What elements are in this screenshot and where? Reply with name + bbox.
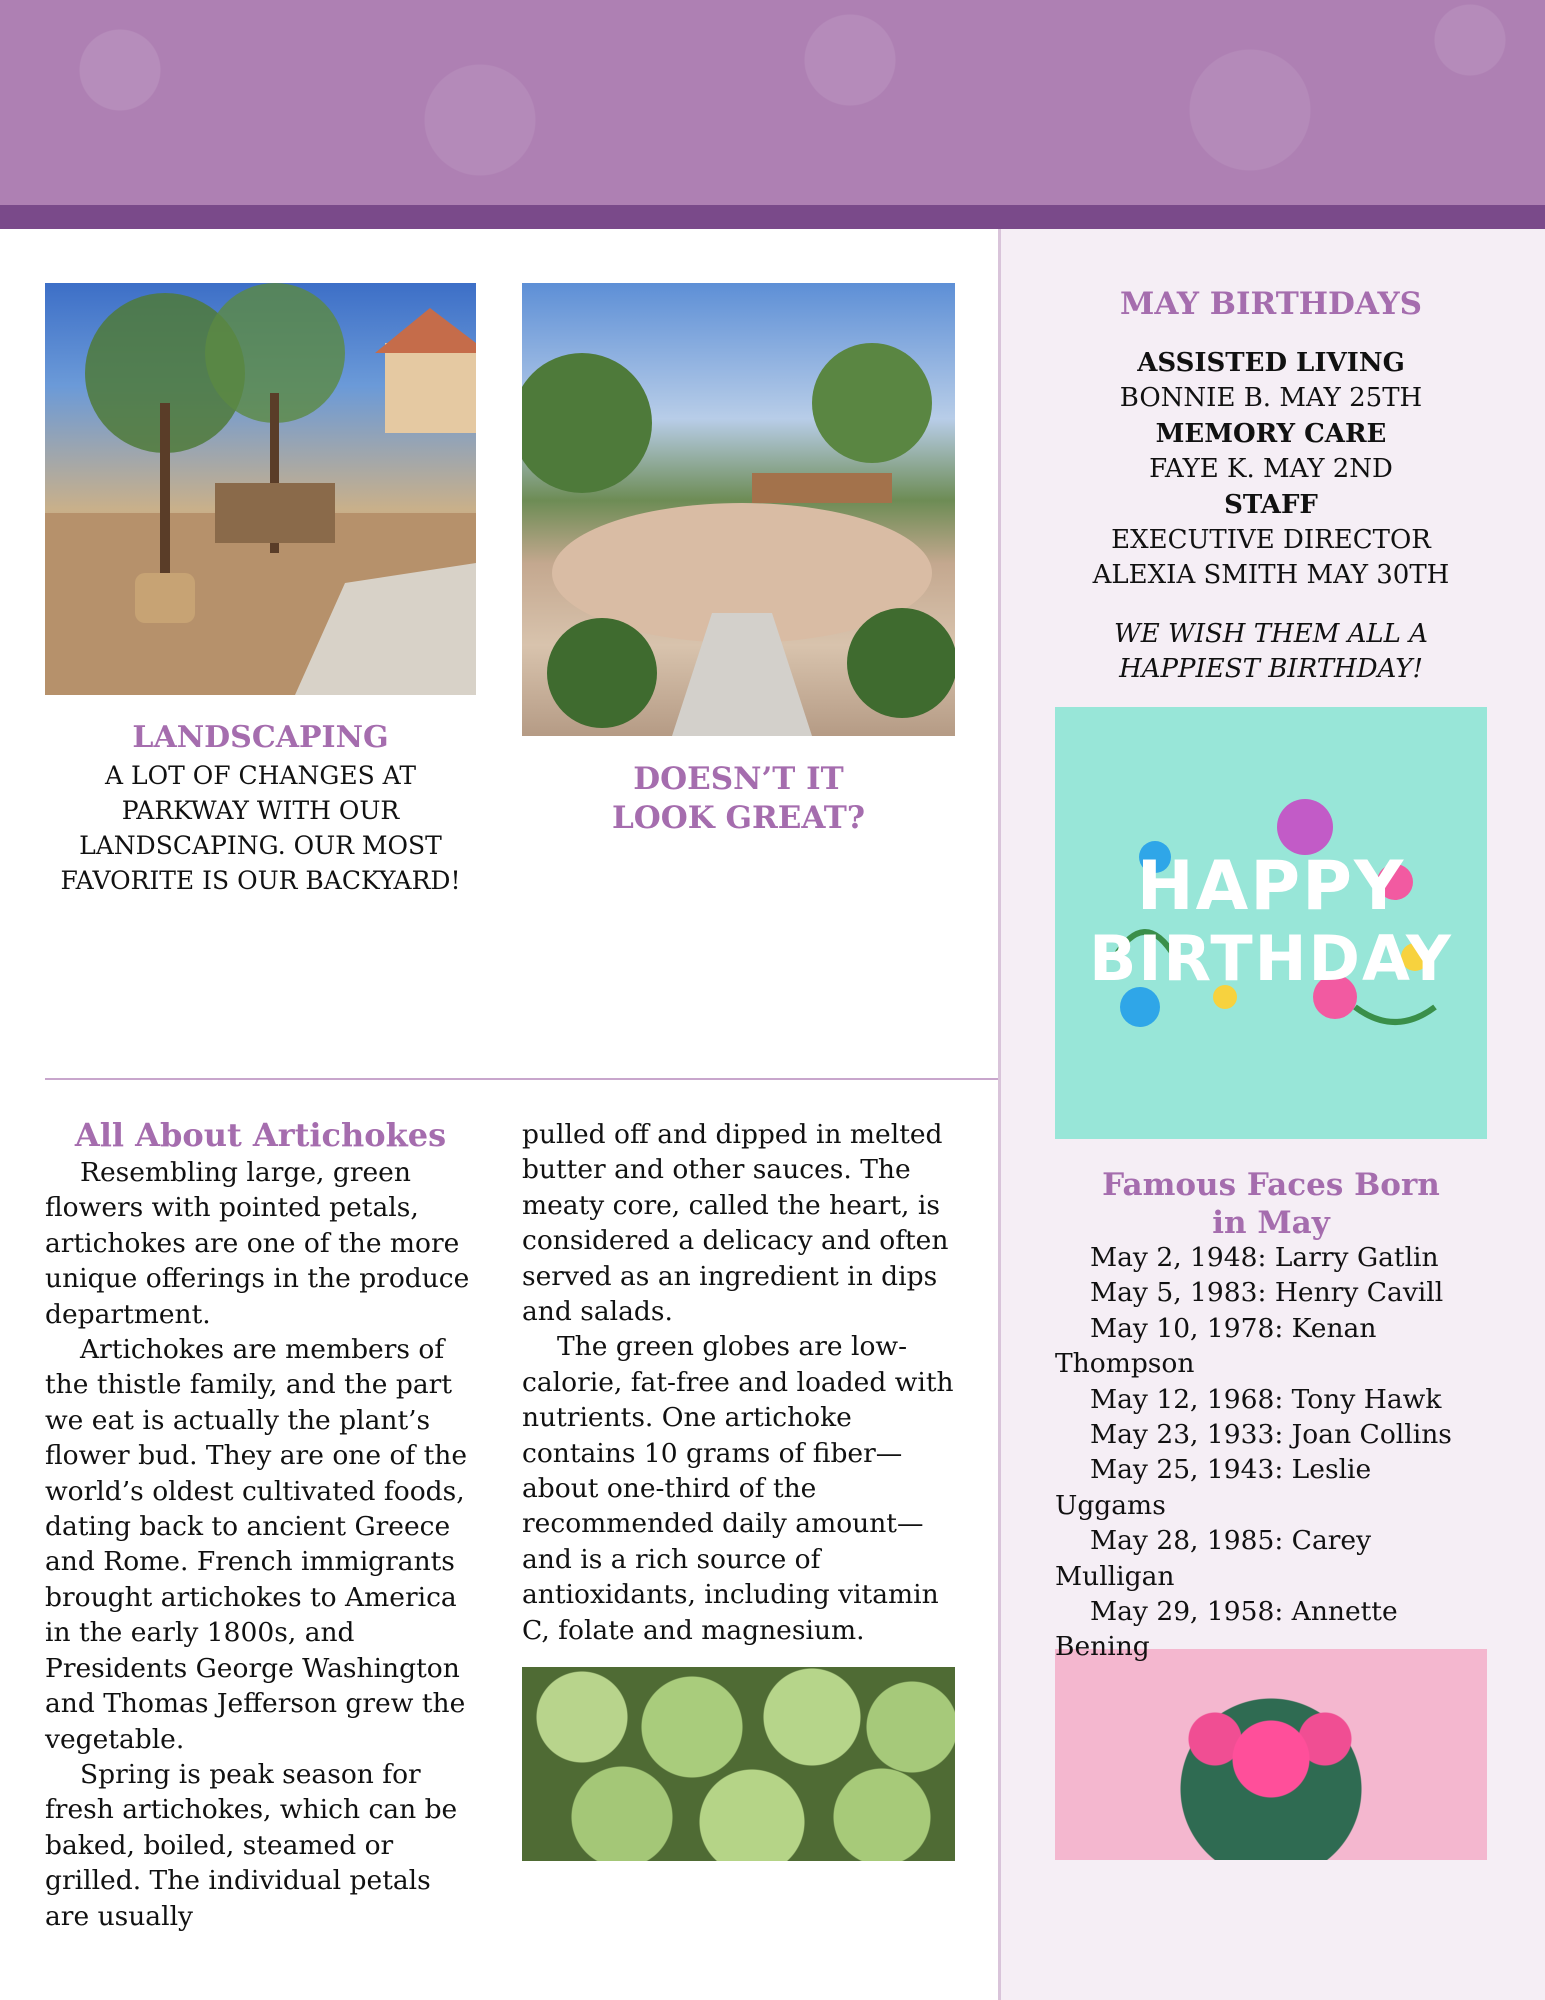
list-item: May 23, 1933: Joan Collins: [1090, 1419, 1452, 1451]
birthday-wish-line2: HAPPIEST BIRTHDAY!: [1119, 654, 1423, 684]
bday-card-line1: HAPPY: [1136, 847, 1406, 926]
landscaping-photo: [45, 283, 476, 695]
cactus-flower-photo: [1055, 1649, 1487, 1860]
list-item: May 5, 1983: Henry Cavill: [1090, 1277, 1444, 1309]
header-stripe: [0, 205, 1545, 229]
article-paragraph: Spring is peak season for fresh artichokes, which can be baked, boiled, steamed or grilled. The individual petals are usually: [45, 1758, 458, 1932]
backyard-photo-art: [522, 283, 955, 736]
list-item: May 10, 1978: Kenan Thompson: [1055, 1312, 1377, 1380]
famous-faces-list: [1055, 1240, 1487, 1665]
birthdays-title: MAY BIRTHDAYS: [1120, 286, 1422, 322]
landscaping-caption: A LOT OF CHANGES AT PARKWAY WITH OUR LANDSCAPING. OUR MOST FAVORITE IS OUR BACKYARD!: [60, 761, 461, 895]
assisted-living-label: ASSISTED LIVING: [1137, 348, 1405, 378]
birthday-entry: BONNIE B. MAY 25TH: [1119, 383, 1423, 414]
memory-care-label: MEMORY CARE: [1155, 418, 1387, 449]
landscaping-photo-art: [45, 283, 476, 695]
famous-faces-title: [1055, 1166, 1487, 1242]
birthday-entry: FAYE K. MAY 2ND: [1149, 454, 1393, 485]
list-item: May 12, 1968: Tony Hawk: [1090, 1383, 1442, 1415]
famous-faces-title-line2: in May: [1212, 1205, 1330, 1241]
list-item: May 29, 1958: Annette Bening: [1055, 1596, 1398, 1663]
backyard-caption-line1: DOESN’T IT: [633, 761, 844, 797]
landscaping-title: LANDSCAPING: [132, 720, 389, 755]
famous-faces-title-line1: Famous Faces Born: [1102, 1167, 1440, 1203]
article-title: All About Artichokes: [74, 1116, 447, 1154]
birthday-entry: ALEXIA SMITH MAY 30TH: [1092, 560, 1450, 591]
list-item: May 25, 1943: Leslie Uggams: [1055, 1454, 1372, 1521]
header-banner: [0, 0, 1545, 205]
list-item: May 2, 1948: Larry Gatlin: [1090, 1242, 1439, 1273]
staff-role: EXECUTIVE DIRECTOR: [1111, 525, 1431, 556]
backyard-photo: [522, 283, 955, 736]
artichokes-photo: [522, 1667, 955, 1861]
article-paragraph: Resembling large, green flowers with pointed petals, artichokes are one of the more unique offerings in the produce department.: [45, 1157, 470, 1330]
backyard-caption-line2: LOOK GREAT?: [612, 800, 865, 836]
article-column-right: [522, 1117, 955, 1648]
article-paragraph: pulled off and dipped in melted butter and other sauces. The meaty core, called the heart, is considered a delicacy and often served as an ingredient in dips and salads.: [522, 1119, 949, 1328]
bday-card-line2: BIRTHDAY: [1089, 922, 1453, 995]
article-paragraph: Artichokes are members of the thistle family, and the part we eat is actually the plant’s flower bud. They are one of the world’s oldest cultivated foods, dating back to ancient Greece and Rome. French immigrants brought artichokes to America in the early 1800s, and Presidents George Washington and Thomas Jefferson grew the vegetable.: [45, 1334, 468, 1755]
article-column-left: [45, 1155, 476, 1934]
staff-label: STAFF: [1224, 489, 1318, 520]
birthday-wish-line1: WE WISH THEM ALL A: [1114, 619, 1428, 649]
happy-birthday-card: [1055, 707, 1487, 1139]
backyard-caption: [522, 760, 955, 838]
birthdays-list: [1055, 346, 1487, 594]
list-item: May 28, 1985: Carey Mulligan: [1055, 1525, 1372, 1592]
section-divider: [45, 1078, 998, 1080]
birthday-wish: [1055, 617, 1487, 687]
article-paragraph: The green globes are low-calorie, fat-free and loaded with nutrients. One artichoke contains 10 grams of fiber—about one-third of the recommended daily amount—and is a rich source of antioxidants, including vitamin C, folate and magnesium.: [522, 1331, 954, 1646]
